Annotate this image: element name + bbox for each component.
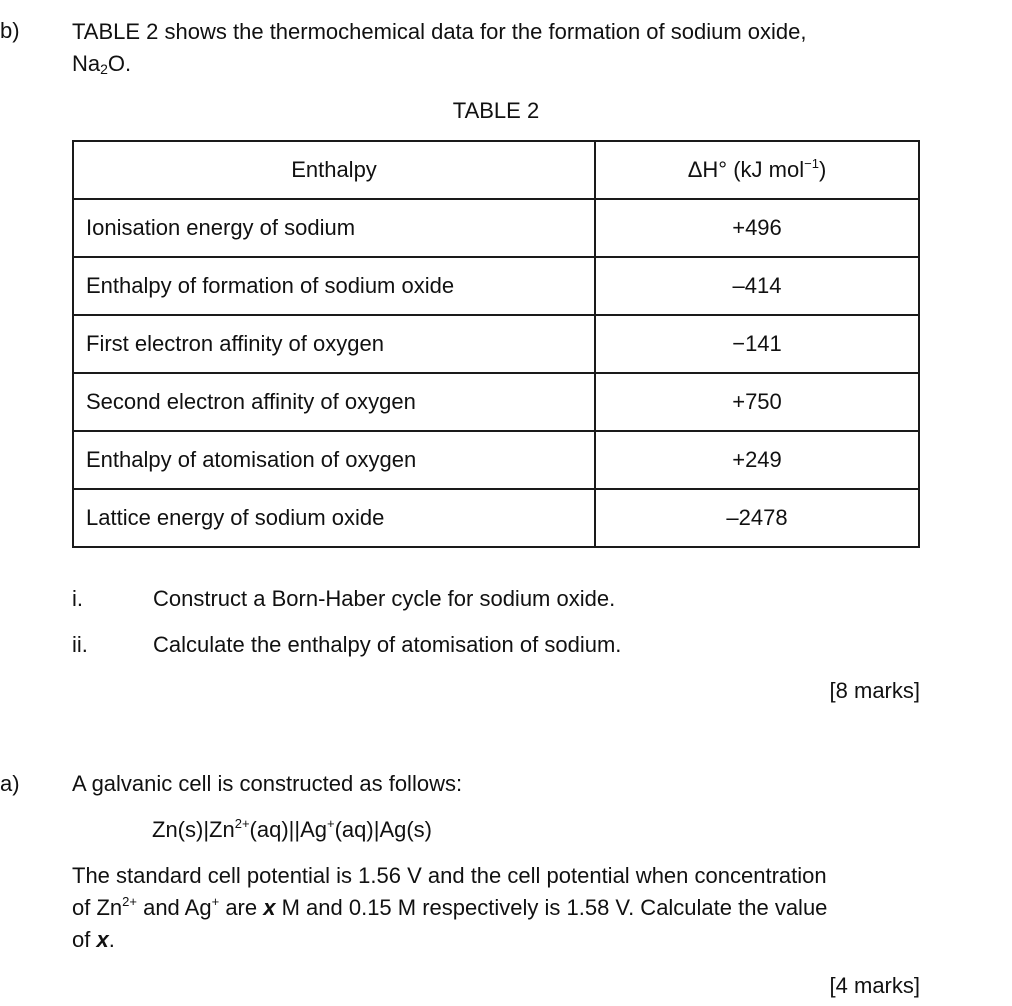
text-run: are — [219, 895, 264, 920]
body-line — [72, 895, 827, 920]
thermochemical-data-table — [72, 140, 920, 548]
charge-superscript: 2+ — [122, 894, 137, 909]
row-name: Lattice energy of sodium oxide — [73, 489, 595, 547]
text-run: of Zn — [72, 895, 123, 920]
text-run: and Ag — [136, 895, 212, 920]
header-close-paren: ) — [818, 157, 827, 182]
table-row — [73, 257, 919, 315]
row-value: +496 — [595, 199, 919, 257]
body-line — [72, 927, 115, 952]
marks-b: [8 marks] — [829, 678, 920, 703]
subpart-ii-text: Calculate the enthalpy of atomisation of sodium. — [153, 632, 622, 657]
table-row — [73, 431, 919, 489]
question-b-label: b) — [0, 18, 20, 43]
text-run: . — [108, 927, 115, 952]
variable-x: x — [263, 895, 276, 920]
row-name: First electron affinity of oxygen — [73, 315, 595, 373]
subpart-ii-label: ii. — [72, 632, 88, 657]
marks-a: [4 marks] — [829, 973, 920, 998]
intro-line: TABLE 2 shows the thermochemical data for the formation of sodium oxide, — [72, 19, 807, 44]
charge-superscript: + — [327, 816, 335, 831]
subpart-i-label: i. — [72, 586, 83, 611]
header-delta-h-text: ΔH° (kJ mol — [687, 157, 805, 182]
table-row — [73, 373, 919, 431]
formula-end: O. — [107, 51, 132, 76]
charge-superscript: + — [211, 894, 220, 909]
table-row — [73, 199, 919, 257]
table-caption: TABLE 2 — [452, 98, 540, 123]
question-a-intro: A galvanic cell is constructed as follows: — [72, 771, 463, 796]
formula-na2o — [72, 51, 131, 76]
question-b-intro — [72, 16, 807, 80]
table-row — [73, 315, 919, 373]
row-value: +750 — [595, 373, 919, 431]
body-line: The standard cell potential is 1.56 V and the cell potential when concentration — [72, 863, 827, 888]
row-name: Enthalpy of formation of sodium oxide — [73, 257, 595, 315]
row-value: −141 — [595, 315, 919, 373]
row-value: –2478 — [595, 489, 919, 547]
cell-part: Zn(s)|Zn — [152, 817, 235, 842]
table-header-row — [73, 141, 919, 199]
formula-base: Na — [72, 51, 101, 76]
formula-subscript: 2 — [100, 61, 108, 77]
row-value: +249 — [595, 431, 919, 489]
question-a-body — [72, 860, 827, 956]
cell-notation — [152, 817, 432, 843]
charge-superscript: 2+ — [234, 816, 250, 831]
row-name: Second electron affinity of oxygen — [73, 373, 595, 431]
text-run: M and 0.15 M respectively is 1.58 V. Calculate the value — [275, 895, 828, 920]
subpart-i-text: Construct a Born-Haber cycle for sodium oxide. — [153, 586, 616, 611]
question-a-label: a) — [0, 771, 20, 796]
variable-x: x — [96, 927, 109, 952]
row-name: Ionisation energy of sodium — [73, 199, 595, 257]
row-value: –414 — [595, 257, 919, 315]
header-unit-exponent: −1 — [804, 156, 819, 171]
cell-part: (aq)|Ag(s) — [334, 817, 433, 842]
header-enthalpy: Enthalpy — [73, 141, 595, 199]
row-name: Enthalpy of atomisation of oxygen — [73, 431, 595, 489]
table-row — [73, 489, 919, 547]
header-delta-h — [595, 141, 919, 199]
text-run: of — [72, 927, 97, 952]
cell-part: (aq)||Ag — [249, 817, 328, 842]
